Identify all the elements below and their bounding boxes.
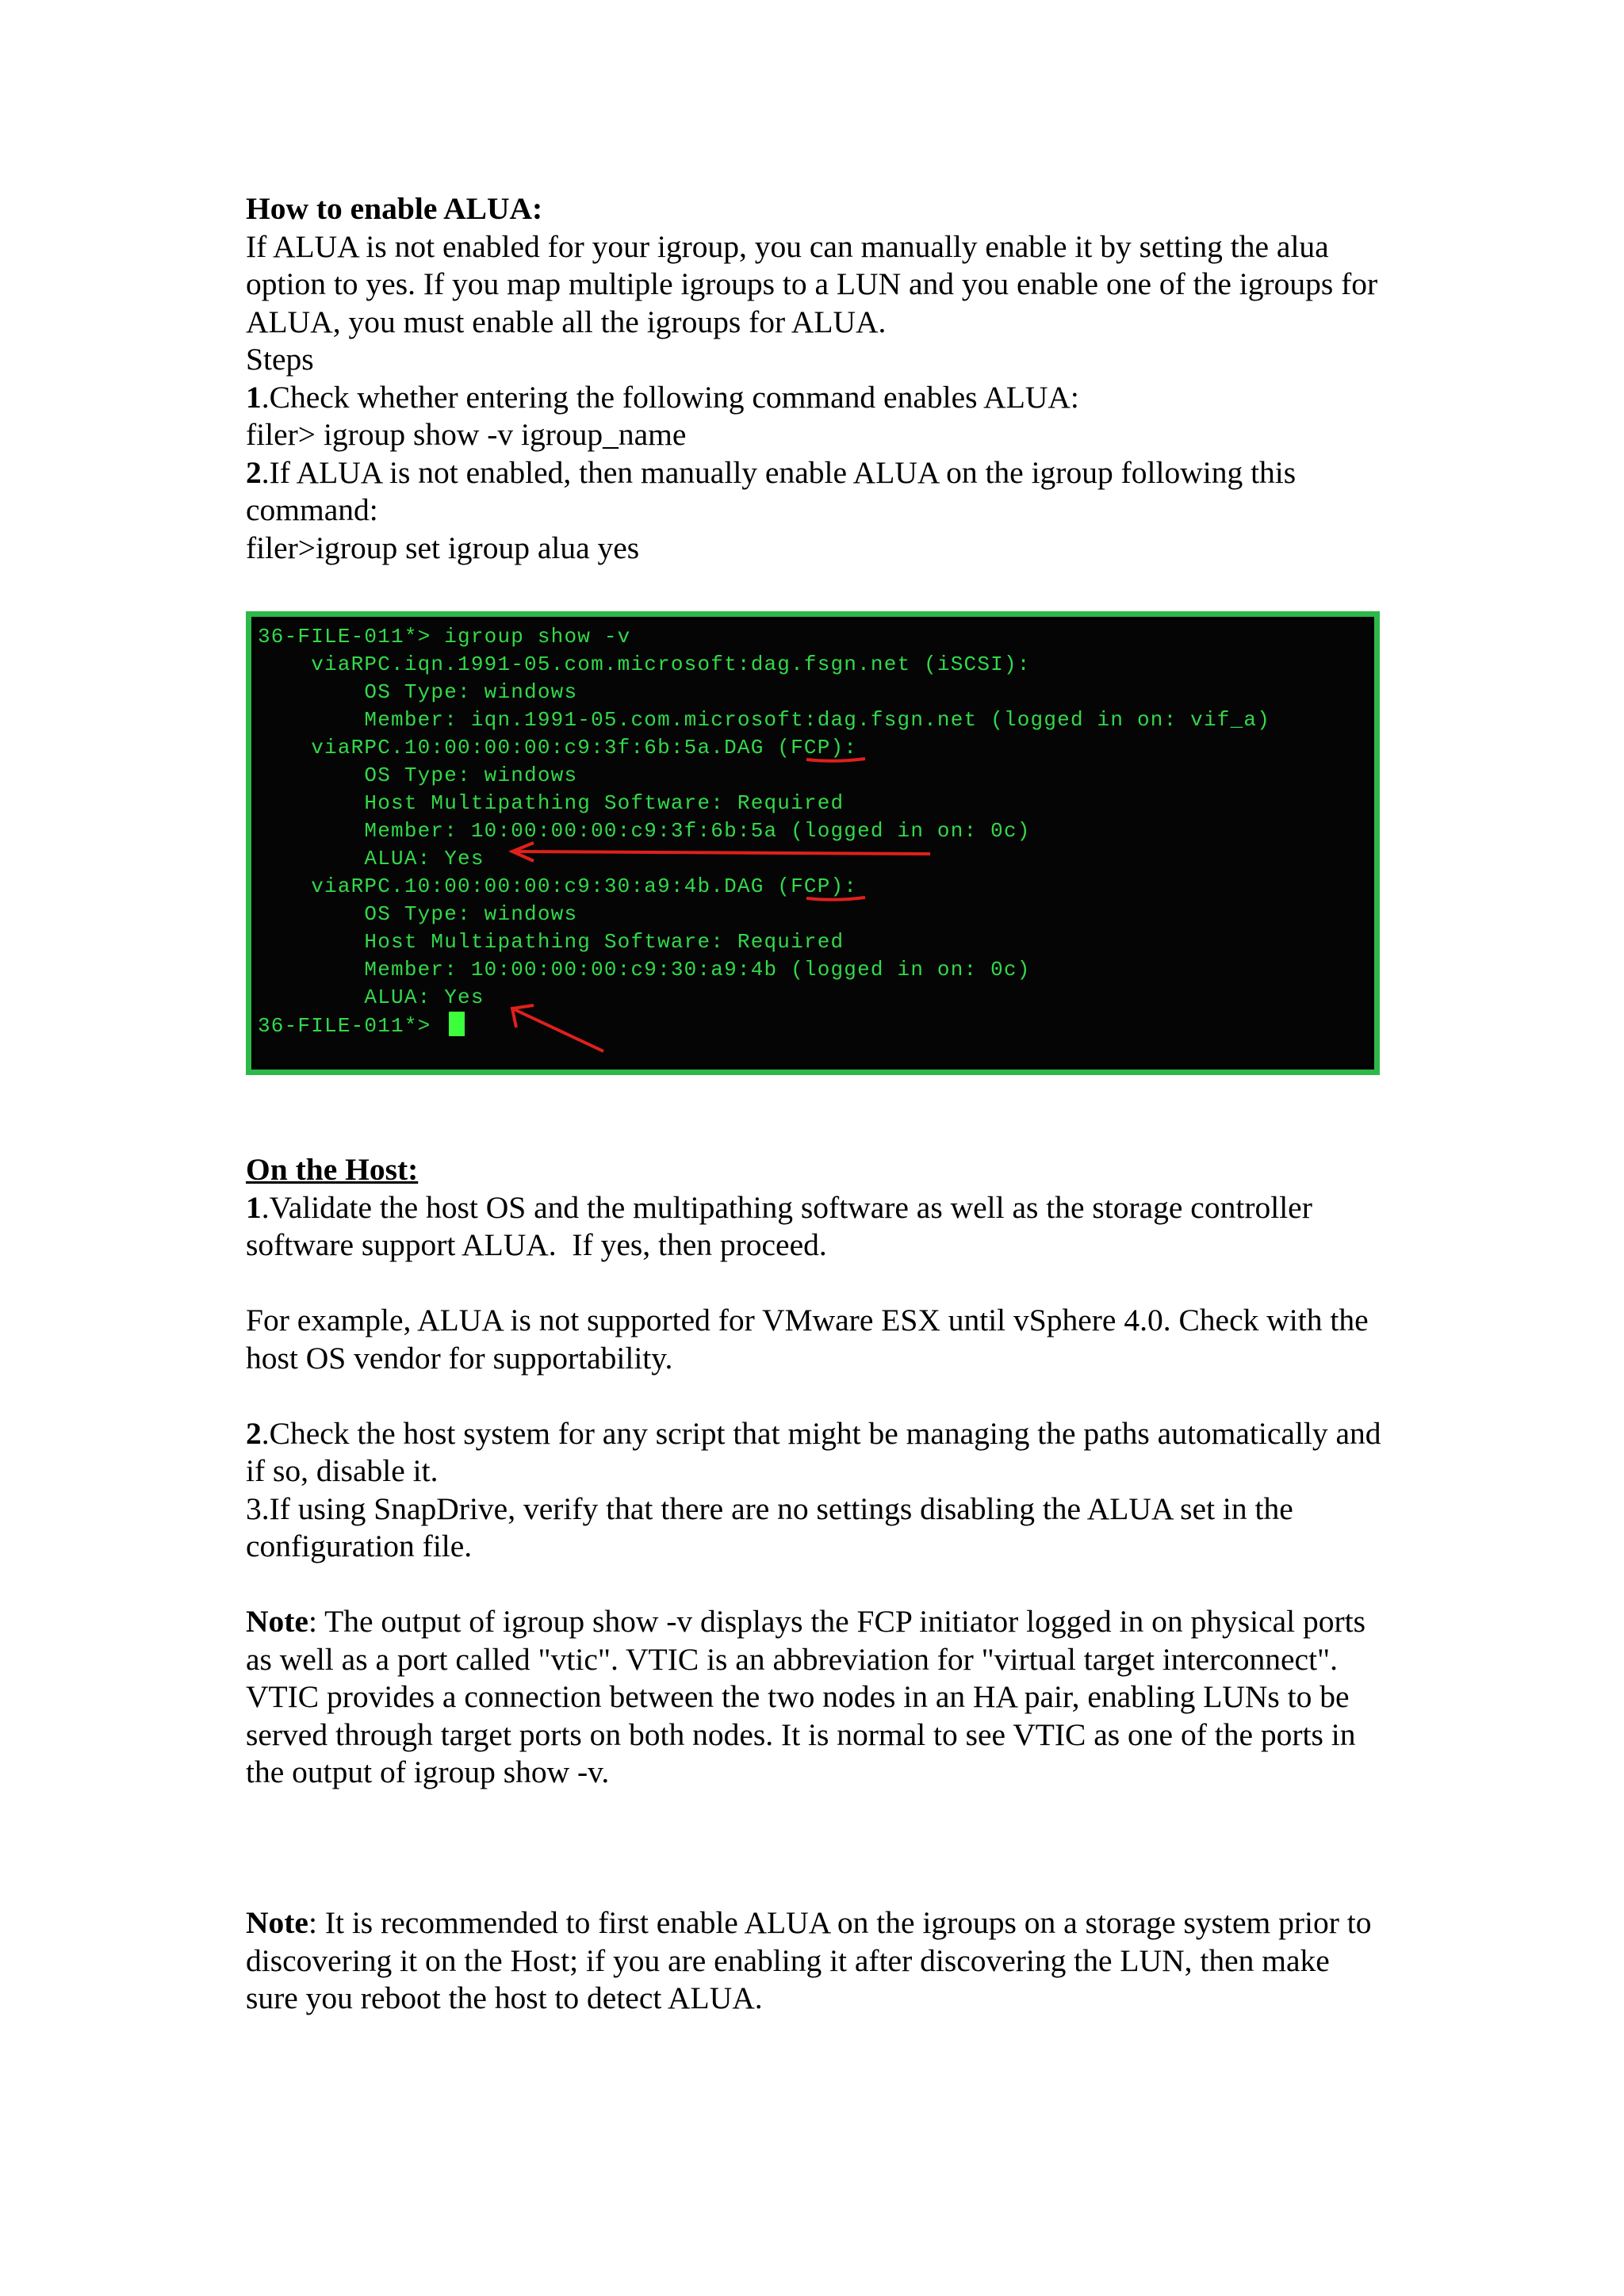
note-2-label: Note — [246, 1905, 308, 1940]
note-2-text: : It is recommended to first enable ALUA on the igroups on a storage system prior to discovering it on the Host; if you are enabling it after discovering the LUN, then make sure you reboot the host to detect ALUA. — [246, 1905, 1380, 2015]
note-2 — [246, 1904, 1388, 2018]
terminal-line: ALUA: Yes — [258, 985, 485, 1009]
terminal-line: Member: iqn.1991-05.com.microsoft:dag.fsgn.net (logged in on: vif_a) — [258, 708, 1270, 732]
spacer — [246, 1566, 1388, 1604]
step-2-command: filer>igroup set igroup alua yes — [246, 530, 640, 565]
spacer — [246, 1867, 1388, 1905]
host-step-2-number: 2 — [246, 1415, 262, 1451]
heading-enable-alua: How to enable ALUA: — [246, 191, 543, 226]
terminal-screen — [255, 620, 1371, 1066]
red-arrow-icon — [512, 1005, 603, 1051]
step-1 — [246, 379, 1388, 417]
terminal-prompt: 36-FILE-011*> — [258, 1014, 445, 1038]
section-on-the-host — [246, 1151, 1388, 2018]
step-2 — [246, 454, 1388, 530]
terminal-line: 36-FILE-011*> igroup show -v — [258, 625, 631, 649]
terminal-line: viaRPC.10:00:00:00:c9:3f:6b:5a.DAG (FCP): — [258, 736, 858, 760]
note-1-label: Note — [246, 1604, 308, 1639]
step-2-text: .If ALUA is not enabled, then manually enable ALUA on the igroup following this command: — [246, 454, 1304, 527]
heading-on-the-host: On the Host: — [246, 1152, 419, 1187]
red-arrow-icon — [512, 843, 930, 861]
terminal-line: OS Type: windows — [258, 902, 578, 926]
fcp-underline — [806, 759, 865, 761]
terminal-line: Host Multipathing Software: Required — [258, 930, 845, 954]
step-1-command: filer> igroup show -v igroup_name — [246, 417, 687, 452]
step-1-number: 1 — [246, 379, 262, 415]
host-step-1-number: 1 — [246, 1189, 262, 1225]
steps-label: Steps — [246, 342, 314, 377]
intro-paragraph: If ALUA is not enabled for your igroup, you can manually enable it by setting the alua option to yes. If you map multiple igroups to a LUN and you enable one of the igroups for ALUA, you must enable all the igroups for ALUA. — [246, 228, 1384, 339]
host-step-2 — [246, 1415, 1388, 1490]
terminal-line: OS Type: windows — [258, 763, 578, 787]
spacer — [246, 1792, 1388, 1830]
terminal-line: viaRPC.10:00:00:00:c9:30:a9:4b.DAG (FCP): — [258, 874, 858, 898]
section-enable-alua — [246, 190, 1388, 567]
terminal-line: Member: 10:00:00:00:c9:30:a9:4b (logged in on: 0c) — [258, 958, 1031, 982]
spacer — [246, 1377, 1388, 1415]
terminal-line: ALUA: Yes — [258, 847, 485, 871]
note-1 — [246, 1603, 1388, 1792]
host-step-1 — [246, 1189, 1388, 1265]
step-1-text: .Check whether entering the following command enables ALUA: — [261, 379, 1079, 415]
terminal-line: Host Multipathing Software: Required — [258, 791, 845, 815]
terminal-line: viaRPC.iqn.1991-05.com.microsoft:dag.fsgn.net (iSCSI): — [258, 652, 1031, 676]
fcp-underline — [806, 897, 865, 900]
example-paragraph: For example, ALUA is not supported for VMware ESX until vSphere 4.0. Check with the host OS vendor for supportability. — [246, 1303, 1377, 1376]
spacer — [246, 1829, 1388, 1867]
spacer — [246, 1265, 1388, 1303]
terminal-line: Member: 10:00:00:00:c9:3f:6b:5a (logged in on: 0c) — [258, 819, 1031, 843]
host-step-1-text: .Validate the host OS and the multipathing software as well as the storage controller software support ALUA. If yes, then proceed. — [246, 1189, 1320, 1262]
step-2-number: 2 — [246, 454, 262, 490]
red-annotations — [255, 620, 1373, 1068]
host-step-2-text: .Check the host system for any script that might be managing the paths automatically and if so, disable it. — [246, 1415, 1389, 1488]
note-1-text: : The output of igroup show -v displays the FCP initiator logged in on physical ports as well as a port called "vtic". VTIC is an abbreviation for "virtual target interconnect". VTIC provides a connection between the two nodes in an HA pair, enabling LUNs to be served through target ports on both nodes. It is normal to see VTIC as one of the ports in the output of igroup show -v. — [246, 1604, 1373, 1789]
terminal-line: OS Type: windows — [258, 680, 578, 704]
host-step-3: 3.If using SnapDrive, verify that there are no settings disabling the ALUA set in the configuration file. — [246, 1490, 1301, 1563]
terminal-screenshot — [246, 611, 1380, 1075]
